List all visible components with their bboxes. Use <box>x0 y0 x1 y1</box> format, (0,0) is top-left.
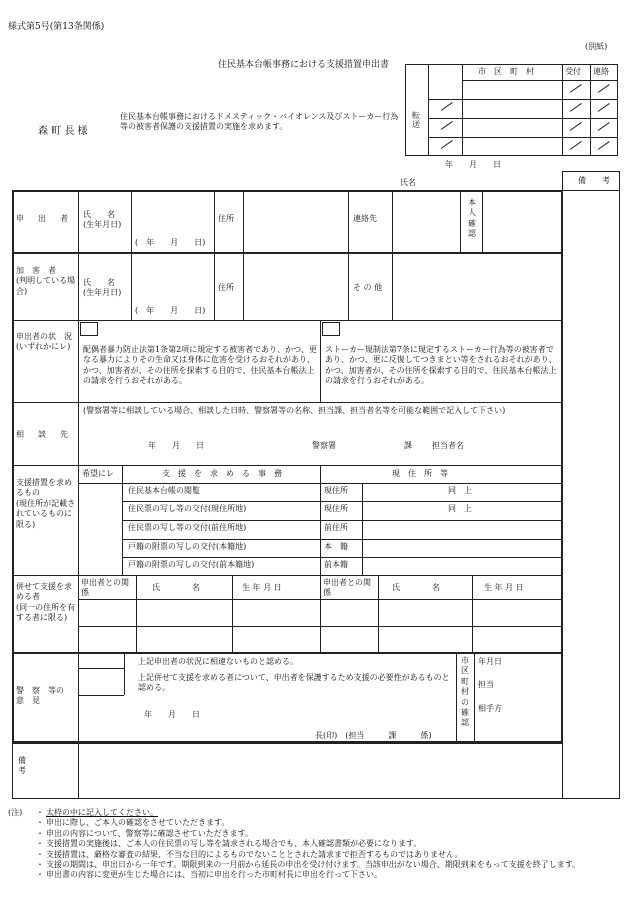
joint-relation-header: 申出者との関 係 <box>81 578 145 598</box>
consultation-officer: 担当者名 <box>432 441 464 450</box>
notes-prefix: (注) <box>8 808 23 817</box>
support-address-label-4: 前本籍 <box>324 560 348 569</box>
note-item: ・ 支援措置は、厳格な審査の結果、不当な目的によるものでないこととされた請求まで拒否するものではありません。 <box>36 849 463 859</box>
joint-relation-header-2: 申出者との関 係 <box>323 578 387 598</box>
note-item: ・ 支援措置の実施後は、ご本人の住民票の写し等を請求される場合でも、本人確認書類が必要になります。 <box>36 839 422 849</box>
confirm-method-label: 相手方 <box>478 704 502 713</box>
joint-dob-header: 生 年 月 日 <box>242 583 282 592</box>
support-col-check: 希望にレ <box>82 469 114 478</box>
consultation-label: 相 談 先 <box>16 430 71 439</box>
support-address-value-0: 同 上 <box>448 486 472 495</box>
note-item: ・ 申出の内容について、警察等に確認させていただきます。 <box>36 828 254 838</box>
notes-list <box>36 808 620 881</box>
support-address-value-1: 同 上 <box>448 504 472 513</box>
support-service-0: 住民基本台帳の閲覧 <box>128 486 200 495</box>
perpetrator-other-label: そ の 他 <box>353 283 383 292</box>
signature-name-label: 氏名 <box>400 178 416 187</box>
transfer-side-label: 転送 <box>412 111 420 129</box>
note-item: ・ 太枠の中に記入してください。 <box>36 808 158 817</box>
support-col-address: 現 住 所 等 <box>392 469 448 478</box>
applicant-dob: ( 年 月 日) <box>135 238 206 247</box>
situation-label: 申出者の状 況 (いずれかにレ) <box>16 332 72 352</box>
support-service-1: 住民票の写し等の交付(現住所地) <box>128 504 247 513</box>
note-item: ・ 申出に際し、ご本人の確認をさせていただきます。 <box>36 818 230 828</box>
perpetrator-name-label: 氏 名 (生年月日) <box>83 278 122 298</box>
police-statement-1: 上記申出者の状況に相違ないものと認める。 <box>138 657 298 666</box>
joint-label: 併せて支援を求める者 (同一の住所を有する者に限る) <box>16 582 76 623</box>
support-address-label-3: 本 籍 <box>324 542 348 551</box>
situation-checkbox-dv[interactable] <box>80 322 98 336</box>
support-label: 支援措置を求めるもの (現住所が記載されているものに限る) <box>16 478 76 529</box>
attachment-label: (別紙) <box>585 42 608 51</box>
applicant-label: 申 出 者 <box>16 214 71 223</box>
consultation-instruction: (警察署等に相談している場合、相談した日時、警察署等の名称、担当課、担当者名等を可能な範囲で記入して下さい) <box>83 406 506 415</box>
perpetrator-label: 加 害 者 (判明している場合) <box>16 266 76 296</box>
support-address-label-2: 前住所 <box>324 523 348 532</box>
addressee: 森 町 長 様 <box>38 126 88 137</box>
joint-name-header-2: 氏 名 <box>392 583 440 592</box>
city-header: 市 区 町 村 <box>478 67 534 76</box>
situation-option-dv: 配偶者暴力防止法第1条第2項に規定する被害者であり、かつ、更なる暴力によりその生命又は身体に危害を受けるおそれがあり、かつ、加害者が、その住所を探索する目的で、住民基本台帳法上の請求を行うおそれがある。 <box>83 345 317 386</box>
remarks-header: 備 考 <box>578 176 610 185</box>
police-signature: 長(印) (担当 課 係) <box>315 731 432 740</box>
situation-checkbox-stalker[interactable] <box>322 322 340 336</box>
note-item: ・ 申出書の内容に変更が生じた場合には、当初に申出を行った市町村長に申出を行って下さい。 <box>36 870 382 880</box>
applicant-contact-label: 連絡先 <box>353 214 377 223</box>
identity-check-label: 本人確認 <box>468 198 476 239</box>
transfer-table <box>405 64 618 156</box>
police-opinion-label: 警 察 等の 意 見 <box>16 686 72 706</box>
form-title: 住民基本台帳事務における支援措置申出書 <box>218 60 390 70</box>
received-header: 受付 <box>565 67 581 76</box>
police-date: 年 月 日 <box>144 710 200 719</box>
confirm-staff-label: 担当 <box>478 680 494 689</box>
perpetrator-dob: ( 年 月 日) <box>135 306 206 315</box>
support-service-3: 戸籍の附票の写しの交付(本籍地) <box>128 542 247 551</box>
support-address-label-0: 現住所 <box>324 486 348 495</box>
consultation-section: 課 <box>404 441 412 450</box>
police-statement-2: 上記併せて支援を求める者について、申出者を保護するため支援の必要性があるものと認める。 <box>138 673 450 693</box>
support-col-service: 支 援 を 求 め る 事 務 <box>162 469 282 478</box>
remarks-column <box>562 171 620 799</box>
support-service-2: 住民票の写し等の交付(前住所地) <box>128 523 247 532</box>
submission-date: 年 月 日 <box>445 160 501 169</box>
city-confirmation-label: 市区町村の確認 <box>461 656 469 728</box>
support-service-4: 戸籍の附票の写しの交付(前本籍地) <box>128 560 255 569</box>
joint-dob-header-2: 生 年 月 日 <box>484 583 524 592</box>
bottom-remarks-box <box>12 743 563 799</box>
support-address-label-1: 現住所 <box>324 504 348 513</box>
consultation-police: 警察署 <box>312 441 336 450</box>
bottom-remarks-label: 備考 <box>18 756 26 776</box>
intro-text: 住民基本台帳事務におけるドメスティック・バイオレンス及びストーカー行為等の被害者保護の支援措置の実施を求めます。 <box>120 112 399 132</box>
confirm-date-label: 年月日 <box>478 657 502 666</box>
perpetrator-address-label: 住所 <box>218 283 234 292</box>
form-number: 様式第5号(第13条関係) <box>8 22 105 32</box>
applicant-name-label: 氏 名 (生年月日) <box>83 210 122 230</box>
contact-header: 連絡 <box>593 67 609 76</box>
applicant-address-label: 住所 <box>218 214 234 223</box>
situation-option-stalker: ストーカー規制法第7条に規定するストーカー行為等の被害者であり、かつ、更に反復してつきまとい等をされるおそれがあり、かつ、加害者が、その住所を探索する目的で、住民基本台帳法上の請求を行うおそれがある。 <box>325 345 557 386</box>
note-item: ・ 支援の期間は、申出日から一年です。期限到来の一月前から延長の申出を受け付けます。当該申出がない場合、期限到来をもって支援を終了します。 <box>36 859 581 869</box>
joint-name-header: 氏 名 <box>152 583 200 592</box>
consultation-date: 年 月 日 <box>148 441 204 450</box>
